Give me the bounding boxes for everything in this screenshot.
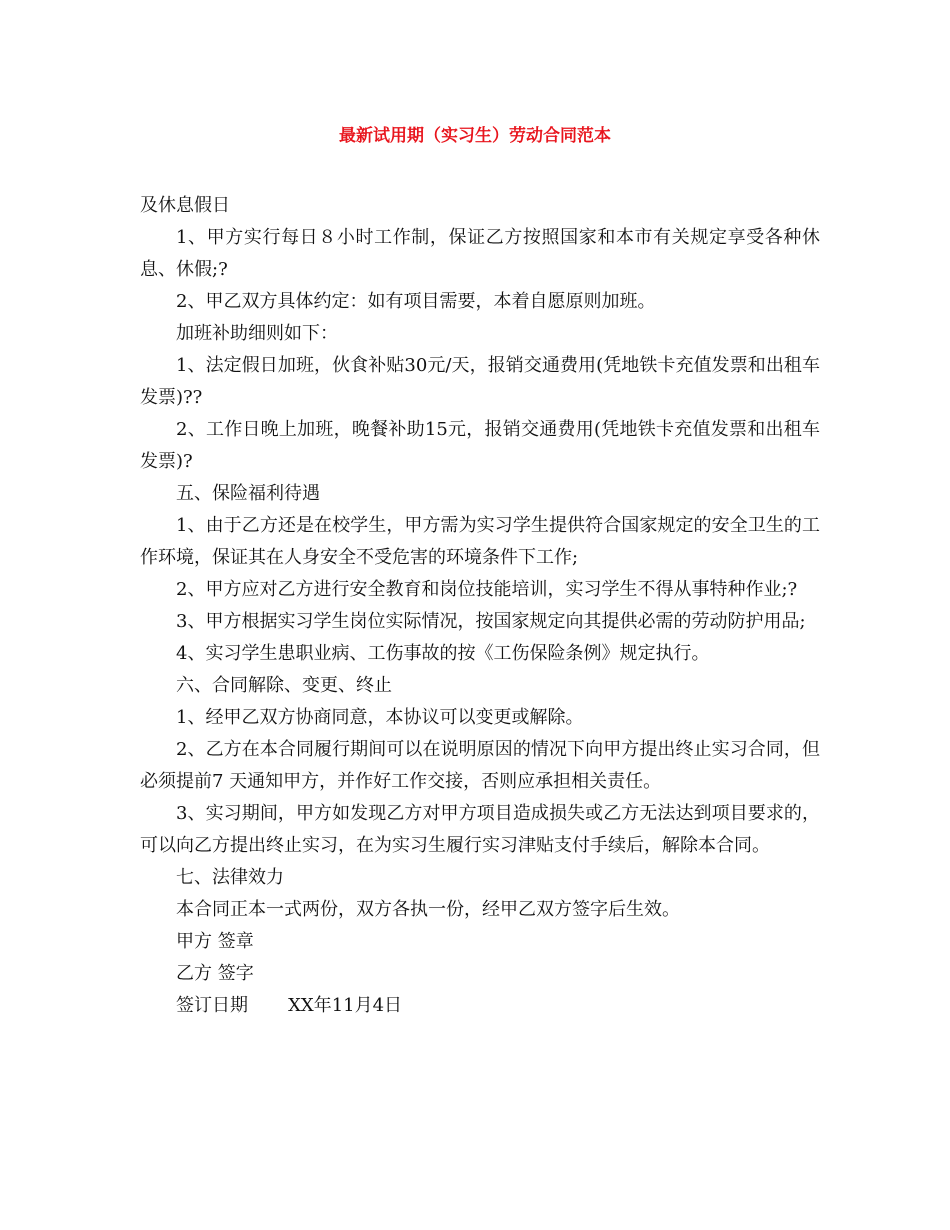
paragraph-evening-overtime: 2、工作日晚上加班，晚餐补助15元，报销交通费用(凭地铁卡充值发票和出租车发票)? [140,419,820,472]
party-b-signature-line: 乙方 签字 [176,963,254,984]
party-a-signature-line: 甲方 签章 [176,931,254,952]
paragraph-protective-equipment: 3、甲方根据实习学生岗位实际情况，按国家规定向其提供必需的劳动防护用品; [176,611,806,632]
paragraph-employer-termination: 3、实习期间，甲方如发现乙方对甲方项目造成损失或乙方无法达到项目要求的，可以向乙方提出终止实习，在为实习生履行实习津贴支付手续后，解除本合同。 [140,803,820,856]
paragraph-occupational-injury: 4、实习学生患职业病、工伤事故的按《工伤保险条例》规定执行。 [176,643,710,664]
paragraph-overtime-rules-heading: 加班补助细则如下： [176,323,338,344]
document-title: 最新试用期（实习生）劳动合同范本 [339,126,611,146]
section-heading-termination: 六、合同解除、变更、终止 [176,675,392,696]
paragraph-copies: 本合同正本一式两份，双方各执一份，经甲乙双方签字后生效。 [176,899,680,920]
paragraph-safety-training: 2、甲方应对乙方进行安全教育和岗位技能培训，实习学生不得从事特种作业;? [176,579,798,600]
document-body [140,190,820,1022]
paragraph-safety-environment: 1、由于乙方还是在校学生，甲方需为实习学生提供符合国家规定的安全卫生的工作环境，保证其在人身安全不受危害的环境条件下工作; [140,515,820,568]
paragraph-rest-days: 及休息假日 [140,195,230,216]
paragraph-overtime-agreement: 2、甲乙双方具体约定：如有项目需要，本着自愿原则加班。 [176,291,656,312]
signing-date-line [140,990,820,1022]
signing-date-value: XX年11月4日 [288,995,403,1016]
section-heading-insurance: 五、保险福利待遇 [176,483,320,504]
paragraph-intern-termination: 2、乙方在本合同履行期间可以在说明原因的情况下向甲方提出终止实习合同，但必须提前7 天通知甲方，并作好工作交接，否则应承担相关责任。 [140,739,820,792]
paragraph-holiday-overtime: 1、法定假日加班，伙食补贴30元/天，报销交通费用(凭地铁卡充值发票和出租车发票)?? [140,355,820,408]
signing-date-label: 签订日期 [176,995,248,1016]
paragraph-mutual-change: 1、经甲乙双方协商同意，本协议可以变更或解除。 [176,707,584,728]
section-heading-legal-effect: 七、法律效力 [176,867,284,888]
paragraph-work-hours: 1、甲方实行每日８小时工作制，保证乙方按照国家和本市有关规定享受各种休息、休假;? [140,227,820,280]
